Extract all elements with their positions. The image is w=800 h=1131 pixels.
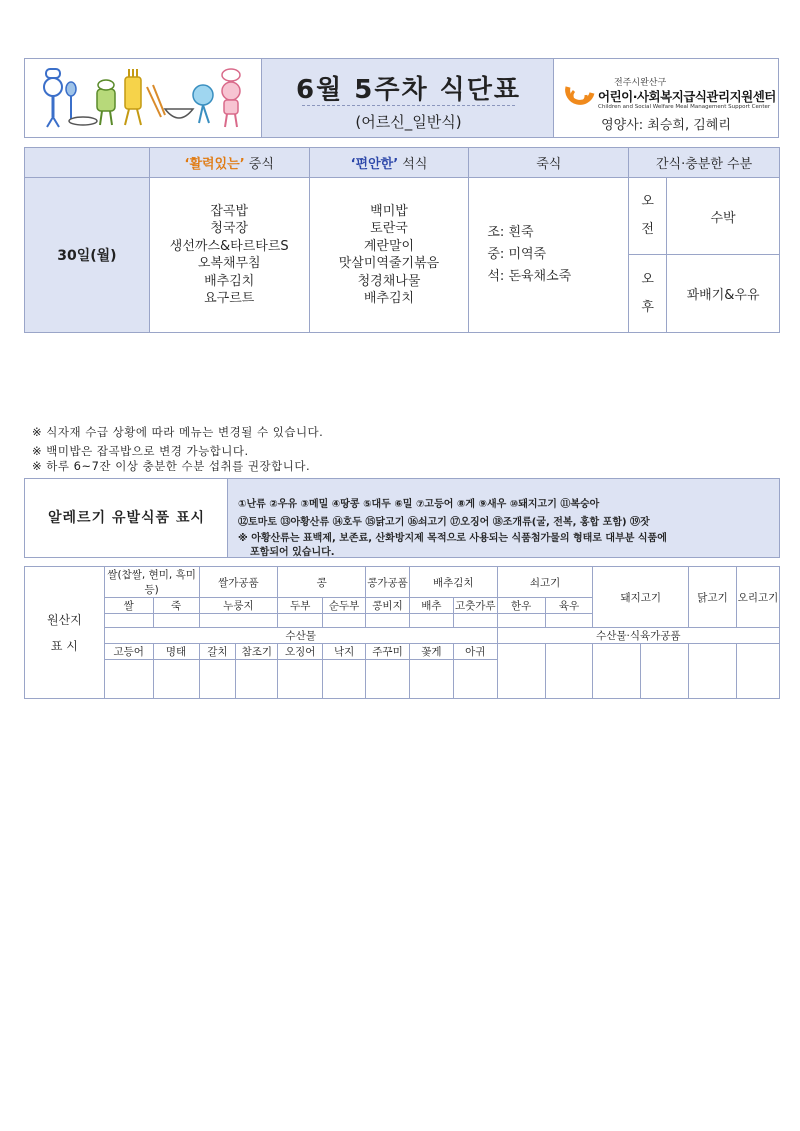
allergy-note-line: ※ 아황산류는 표백제, 보존료, 산화방지제 목적으로 사용되는 식품첨가물의 형태로 대부분 식품에 (238, 533, 667, 544)
origin-subheader: 고춧가루 (453, 598, 497, 614)
origin-subheader: 쌀 (104, 598, 153, 614)
origin-value-cell (545, 614, 593, 628)
header-korean-quote: ‘활력있는’ (184, 157, 245, 172)
nutritionist-names: 영양사: 최승희, 김혜리 (601, 118, 731, 133)
pm-label-char: 후 (641, 299, 654, 315)
origin-header: 쌀가공품 (199, 567, 278, 598)
day-label: 30일(월) (25, 178, 150, 333)
note-line: ※ 하루 6~7잔 이상 충분한 수분 섭취를 권장합니다. (32, 459, 311, 473)
menu-table (24, 147, 780, 333)
origin-label-line: 원산지 (46, 612, 82, 627)
origin-value-cell (366, 660, 410, 699)
porridge-item: 중: 미역죽 (487, 247, 547, 262)
header-western-quote: ‘편안한’ (350, 157, 399, 172)
origin-header: 쇠고기 (497, 567, 593, 598)
origin-header: 돼지고기 (593, 567, 689, 628)
origin-header: 오리고기 (736, 567, 779, 628)
header-snack: 간식·충분한 수분 (629, 148, 780, 178)
menu-item: 청경채나물 (357, 273, 421, 289)
origin-fish: 갈치 (199, 644, 236, 660)
note-line: ※ 식자재 수급 상황에 따라 메뉴는 변경될 수 있습니다. (32, 425, 324, 439)
origin-header: 수산물 (104, 628, 497, 644)
snack-am-label (629, 178, 667, 255)
origin-value-cell (453, 660, 497, 699)
snack-pm-item: 꽈배기&우유 (667, 255, 780, 333)
origin-row (25, 567, 780, 598)
origin-header: 배추김치 (409, 567, 497, 598)
pm-label-char: 오 (641, 271, 654, 287)
origin-subheader: 배추 (409, 598, 453, 614)
origin-value-cell (199, 614, 278, 628)
menu-item: 백미밥 (370, 203, 408, 219)
menu-item: 잡곡밥 (210, 203, 249, 219)
origin-label-line: 표 시 (50, 638, 78, 653)
menu-day-row (25, 178, 780, 255)
origin-header: 콩가공품 (366, 567, 410, 598)
center-logo-icon (564, 81, 596, 109)
origin-subheader: 두부 (278, 598, 323, 614)
origin-value-cell (689, 644, 737, 699)
origin-value-cell (545, 644, 593, 699)
allergy-list-panel (228, 479, 779, 557)
porridge-item: 조: 흰죽 (487, 225, 534, 240)
organization-english-name: Children and Social Welfare Meal Management Support Center (598, 104, 771, 110)
header-porridge: 죽식 (469, 148, 629, 178)
origin-value-cell (641, 644, 689, 699)
porridge-menu-cell (469, 178, 629, 333)
origin-value-cell (366, 614, 410, 628)
origin-fish: 낙지 (323, 644, 366, 660)
origin-value-cell (278, 660, 323, 699)
origin-value-cell (453, 614, 497, 628)
origin-value-cell (236, 660, 278, 699)
western-menu-cell (309, 178, 469, 333)
allergy-note-line: 포함되어 있습니다. (250, 547, 335, 558)
origin-value-cell (104, 614, 153, 628)
origin-value-cell (278, 614, 323, 628)
organization-name: 어린이·사회복지급식관리지원센터 (598, 89, 776, 104)
origin-fish: 오징어 (278, 644, 323, 660)
header-western-dinner (309, 148, 469, 178)
menu-item: 배추김치 (204, 273, 255, 289)
organization-district: 전주시완산구 (614, 78, 667, 88)
origin-fish: 고등어 (104, 644, 153, 660)
origin-value-cell (593, 644, 641, 699)
origin-header: 쌀(찹쌀, 현미, 흑미 등) (104, 567, 199, 598)
origin-fish: 주꾸미 (366, 644, 410, 660)
header-western-rest: 석식 (398, 157, 428, 172)
chef-mascot-illustration (25, 59, 261, 137)
origin-fish: 아귀 (453, 644, 497, 660)
origin-row (25, 644, 780, 660)
menu-item: 오복채무침 (197, 256, 261, 271)
menu-header (24, 58, 779, 138)
am-label-char: 전 (641, 222, 654, 237)
allergy-box (24, 478, 780, 558)
page-title: 6월 5주차 식단표 (296, 75, 521, 105)
origin-value-cell (153, 660, 199, 699)
origin-subheader: 한우 (497, 598, 545, 614)
header-korean-lunch (149, 148, 309, 178)
snack-am-item: 수박 (667, 178, 780, 255)
origin-subheader: 죽 (153, 598, 199, 614)
origin-header: 수산물·식육가공품 (497, 628, 779, 644)
origin-subheader: 콩비지 (366, 598, 410, 614)
origin-value-cell (199, 660, 236, 699)
origin-header: 콩 (278, 567, 366, 598)
porridge-item: 석: 돈육채소죽 (487, 269, 572, 284)
origin-fish: 명태 (153, 644, 199, 660)
menu-item: 맛살미역줄기볶음 (338, 256, 440, 271)
origin-row (25, 628, 780, 644)
origin-fish: 꽃게 (409, 644, 453, 660)
korean-menu-cell (149, 178, 309, 333)
origin-value-cell (497, 644, 545, 699)
origin-value-cell (104, 660, 153, 699)
allergy-list-line: ①난류 ②우유 ③메밀 ④땅콩 ⑤대두 ⑥밀 ⑦고등어 ⑧게 ⑨새우 ⑩돼지고기 ⑪복숭아 (238, 499, 600, 510)
menu-item: 생선까스&타르타르S (169, 238, 289, 254)
note-line: ※ 백미밥은 잡곡밥으로 변경 가능합니다. (32, 444, 249, 458)
menu-item: 토란국 (370, 221, 408, 236)
origin-header: 닭고기 (689, 567, 737, 628)
origin-value-cell (736, 644, 779, 699)
header-korean-rest: 중식 (244, 157, 274, 172)
origin-label (25, 567, 105, 699)
allergy-title: 알레르기 유발식품 표시 (48, 510, 205, 526)
organization-panel (554, 59, 778, 137)
origin-value-cell (153, 614, 199, 628)
allergy-list-line: ⑫토마토 ⑬아황산류 ⑭호두 ⑮닭고기 ⑯쇠고기 ⑰오징어 ⑱조개류(굴, 전복, 홍합 포함) ⑲잣 (238, 517, 650, 528)
menu-item: 청국장 (210, 221, 249, 236)
origin-fish: 참조기 (236, 644, 278, 660)
menu-item: 계란말이 (363, 238, 415, 254)
page-subtitle: (어르신_일반식) (355, 113, 462, 131)
origin-subheader: 누룽지 (199, 598, 278, 614)
menu-header-row (25, 148, 780, 178)
menu-item: 요구르트 (204, 291, 255, 306)
origin-value-cell (409, 660, 453, 699)
title-panel (261, 59, 554, 137)
allergy-title-panel (25, 479, 228, 557)
snack-pm-label (629, 255, 667, 333)
origin-value-cell (323, 614, 366, 628)
title-divider (302, 105, 515, 106)
origin-value-cell (409, 614, 453, 628)
origin-value-cell (497, 614, 545, 628)
origin-subheader: 육우 (545, 598, 593, 614)
menu-header-blank (25, 148, 150, 178)
origin-table (24, 566, 780, 699)
menu-item: 배추김치 (363, 291, 415, 306)
origin-subheader: 순두부 (323, 598, 366, 614)
origin-value-cell (323, 660, 366, 699)
chef-mascot-icon (25, 59, 261, 137)
am-label-char: 오 (641, 194, 654, 209)
